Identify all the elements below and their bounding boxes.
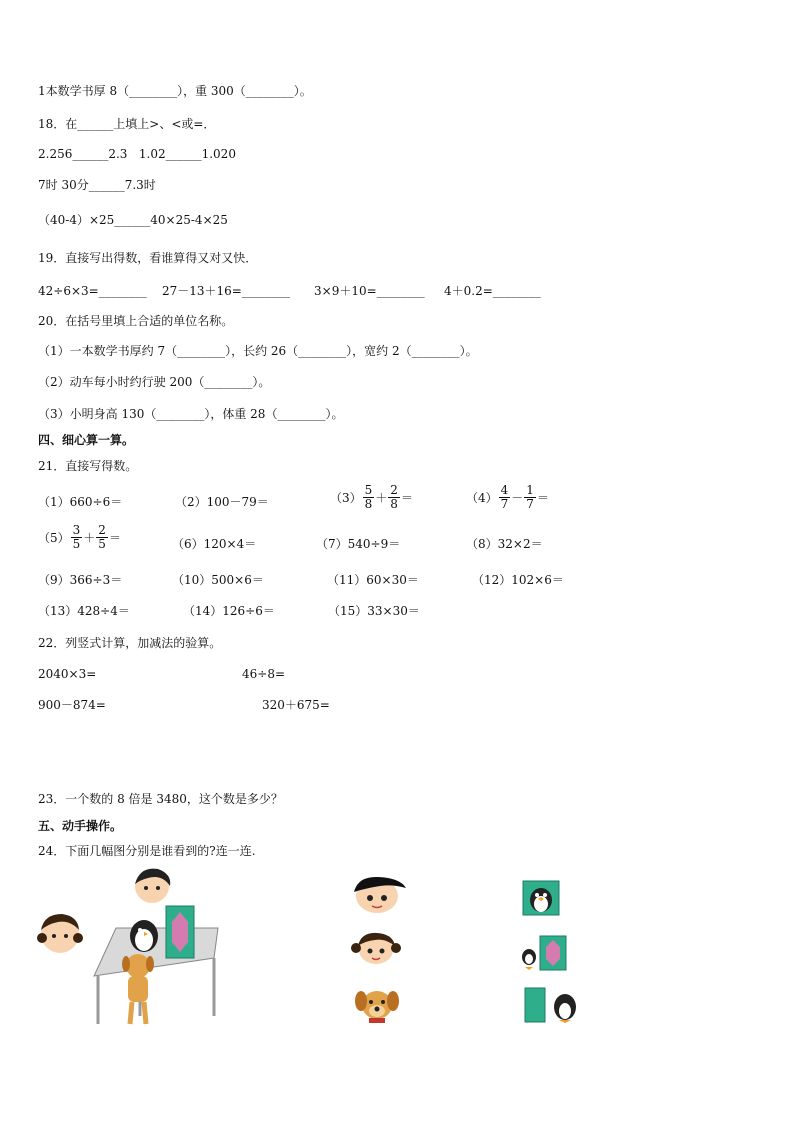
denominator: 8 <box>364 497 373 511</box>
fraction <box>499 484 511 511</box>
numerator: 3 <box>72 523 81 537</box>
section-5-heading: 五、动手操作。 <box>38 819 123 833</box>
denominator: 5 <box>98 537 106 551</box>
girl-head-icon <box>347 928 405 966</box>
view-box-beside-penguin <box>524 987 582 1023</box>
denominator: 8 <box>390 497 398 511</box>
q19-title: 19．直接写出得数，看谁算得又对又快． <box>38 251 258 265</box>
q19-item-1: 42÷6×3=________ <box>38 284 147 298</box>
q20-item-3: （3）小明身高 130（________），体重 28（________）。 <box>38 407 344 421</box>
numerator: 4 <box>500 483 509 497</box>
q20-title: 20．在括号里填上合适的单位名称。 <box>38 314 234 328</box>
q18-title: 18．在______上填上>、<或=． <box>38 117 216 131</box>
dog-head-icon <box>352 985 402 1025</box>
section-4-heading: 四、细心算一算。 <box>38 433 135 447</box>
numerator: 5 <box>364 483 373 497</box>
q22-title: 22．列竖式计算，加减法的验算。 <box>38 636 222 650</box>
q21-item-5 <box>38 524 121 551</box>
q21-item-4 <box>466 484 549 511</box>
q21-item-10: （10）500×6＝ <box>172 573 264 587</box>
fraction <box>524 484 536 511</box>
q21-item-7: （7）540÷9＝ <box>316 537 401 551</box>
q21-item-4-label: （4） <box>466 491 498 505</box>
q19-item-2: 27－13＋16=________ <box>162 284 290 298</box>
q20-item-1: （1）一本数学书厚约 7（________），长约 26（________），宽约 2（________）。 <box>38 344 478 358</box>
q21-item-6: （6）120×4＝ <box>172 537 257 551</box>
q21-item-1: （1）660÷6＝ <box>38 495 123 509</box>
q23-title: 23．一个数的 8 倍是 3480，这个数是多少？ <box>38 792 283 806</box>
fraction <box>388 484 400 511</box>
denominator: 7 <box>500 497 509 511</box>
table-scene-illustration <box>36 866 226 1028</box>
q21-item-11: （11）60×30＝ <box>327 573 419 587</box>
numerator: 1 <box>526 483 534 497</box>
q21-item-5-label: （5） <box>38 531 70 545</box>
equals: ＝ <box>536 491 549 505</box>
q21-item-3 <box>330 484 413 511</box>
q18-line1: 2.256______2.3 1.02______1.020 <box>38 147 236 161</box>
fraction <box>71 524 83 551</box>
operator: ＋ <box>83 531 96 545</box>
operator: － <box>511 491 524 505</box>
q21-title: 21．直接写得数。 <box>38 459 138 473</box>
equals: ＝ <box>400 491 413 505</box>
q22-item-3: 900－874= <box>38 698 106 712</box>
q24-title: 24．下面几幅图分别是谁看到的?连一连. <box>38 844 256 858</box>
q17-tail: 1本数学书厚 8（________），重 300（________）。 <box>38 84 312 98</box>
q18-line2: 7时 30分______7.3时 <box>38 178 156 192</box>
q21-item-15: （15）33×30＝ <box>328 604 420 618</box>
fraction <box>363 484 375 511</box>
q20-item-2: （2）动车每小时约行驶 200（________）。 <box>38 375 271 389</box>
q19-item-3: 3×9＋10=________ <box>314 284 425 298</box>
equals: ＝ <box>108 531 121 545</box>
q21-item-14: （14）126÷6＝ <box>183 604 275 618</box>
q21-item-13: （13）428÷4＝ <box>38 604 130 618</box>
q21-item-12: （12）102×6＝ <box>472 573 564 587</box>
q21-item-8: （8）32×2＝ <box>466 537 543 551</box>
q18-line3: （40-4）×25______40×25-4×25 <box>38 213 228 227</box>
denominator: 5 <box>72 537 81 551</box>
view-penguin-in-front-of-box <box>522 880 560 916</box>
numerator: 2 <box>390 483 398 497</box>
fraction <box>96 524 108 551</box>
operator: ＋ <box>375 491 388 505</box>
q22-item-2: 46÷8= <box>242 667 286 681</box>
q21-item-2: （2）100－79＝ <box>175 495 269 509</box>
q19-item-4: 4＋0.2=________ <box>444 284 541 298</box>
q21-item-3-label: （3） <box>330 491 362 505</box>
denominator: 7 <box>526 497 534 511</box>
q22-item-4: 320＋675= <box>262 698 330 712</box>
boy-head-icon <box>344 874 410 914</box>
numerator: 2 <box>98 523 106 537</box>
view-penguin-beside-box-with-pink <box>520 935 568 971</box>
q22-item-1: 2040×3= <box>38 667 97 681</box>
q21-item-9: （9）366÷3＝ <box>38 573 123 587</box>
